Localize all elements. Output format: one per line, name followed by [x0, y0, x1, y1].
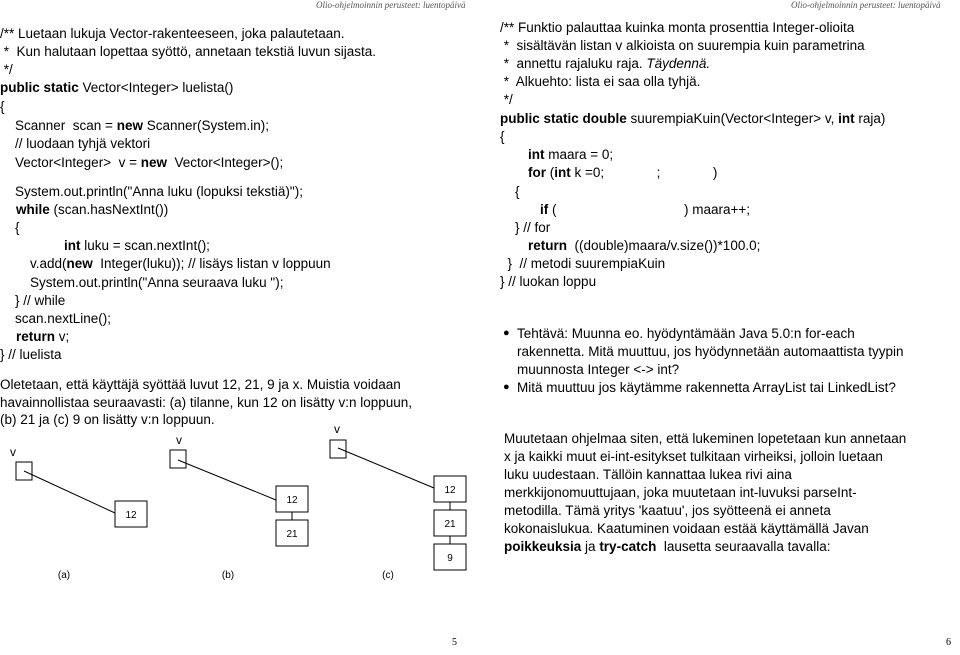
paragraph-line: (b) 21 ja (c) 9 on lisätty v:n loppuun. — [0, 412, 215, 427]
bullet-dot: ● — [503, 381, 510, 393]
value-c-1: 12 — [444, 485, 456, 496]
pointer-box-c — [330, 440, 346, 458]
page-header-left: Olio-ohjelmoinnin perusteet: luentopäivä — [316, 0, 466, 10]
code-line: while (scan.hasNextInt()) — [16, 202, 169, 217]
pointer-arrow-c — [338, 448, 434, 488]
value-c-3: 9 — [447, 553, 453, 564]
bullet-line: rakennetta. Mitä muuttuu, jos hyödynnetään automaattista tyypin — [517, 344, 904, 359]
code-line: */ — [500, 92, 513, 107]
code-line: int maara = 0; — [528, 147, 614, 162]
code-line: } // for — [500, 220, 551, 235]
code-line: if ( ) maara++; — [540, 202, 751, 217]
paragraph-line: poikkeuksia ja try-catch lausetta seuraavalla tavalla: — [504, 539, 831, 554]
code-line: return ((double)maara/v.size())*100.0; — [528, 238, 761, 253]
code-line: public static double suurempiaKuin(Vector<Integer> v, int raja) — [500, 111, 886, 126]
code-comment: // luodaan tyhjä vektori — [0, 136, 151, 151]
paragraph-line: kokonaislukua. Kaatuminen voidaan estää käyttämällä Javan — [504, 521, 869, 536]
code-line: } // luokan loppu — [500, 274, 597, 289]
code-line: scan.nextLine(); — [0, 311, 112, 326]
paragraph-line: luku uudestaan. Tällöin kannattaa lukea rivi aina — [504, 467, 792, 482]
page-number-right: 6 — [946, 637, 951, 648]
page-header-right: Olio-ohjelmoinnin perusteet: luentopäivä — [791, 0, 941, 10]
code-line: System.out.println("Anna seuraava luku "); — [0, 275, 284, 290]
code-line: Scanner scan = new Scanner(System.in); — [0, 118, 270, 133]
paragraph-line: x ja kaikki muut ei-int-esitykset tulkitaan virheiksi, jolloin luetaan — [504, 449, 883, 464]
bullet-dot: ● — [503, 327, 510, 339]
pointer-arrow-b — [178, 460, 276, 500]
paragraph-line: metodilla. Tämä yritys 'kaatuu', jos syötteenä ei anneta — [504, 503, 831, 518]
code-line: System.out.println("Anna luku (lopuksi tekstiä)"); — [0, 184, 303, 199]
paragraph-line: Oletetaan, että käyttäjä syöttää luvut 12, 21, 9 ja x. Muistia voidaan — [0, 377, 401, 392]
code-line: v.add(new Integer(luku)); // lisäys listan v loppuun — [0, 256, 331, 271]
code-line: } // metodi suurempiaKuin — [500, 256, 666, 271]
code-line: * Kun halutaan lopettaa syöttö, annetaan tekstiä luvun sijasta. — [0, 44, 377, 59]
code-line: } // luelista — [0, 347, 62, 362]
value-c-2: 21 — [444, 519, 456, 530]
code-line: int luku = scan.nextInt(); — [64, 238, 210, 253]
code-line: { — [0, 99, 5, 114]
diagram-var-label-a: v — [10, 445, 16, 459]
value-b-2: 21 — [286, 529, 298, 540]
code-line: public static Vector<Integer> luelista() — [0, 80, 234, 95]
caption-a: (a) — [57, 570, 71, 581]
code-line: /** Funktio palauttaa kuinka monta prosenttia Integer-olioita — [500, 20, 855, 35]
bullet-line: Mitä muuttuu jos käytämme rakennetta ArrayList tai LinkedList? — [517, 380, 896, 395]
code-line: } // while — [0, 293, 66, 308]
caption-c: (c) — [382, 570, 394, 581]
code-line: return v; — [16, 329, 70, 344]
page-number-left: 5 — [452, 637, 457, 648]
paragraph-line: Muutetaan ohjelmaa siten, että lukeminen lopetetaan kun annetaan — [504, 431, 907, 446]
code-line: * sisältävän listan v alkioista on suurempia kuin parametrina — [500, 38, 865, 53]
code-line: { — [500, 129, 505, 144]
memory-diagram — [0, 420, 470, 590]
paragraph-line: havainnollistaa seuraavasti: (a) tilanne, kun 12 on lisätty v:n loppuun, — [0, 395, 413, 410]
code-line: * Alkuehto: lista ei saa olla tyhjä. — [500, 74, 701, 89]
bullet-line: muunnosta Integer <-> int? — [517, 362, 680, 377]
paragraph-line: merkkijonomuuttujaan, joka muutetaan int-luvuksi parseInt- — [504, 485, 857, 500]
diagram-var-label-c: v — [334, 422, 340, 436]
value-b-1: 12 — [286, 495, 298, 506]
code-line: Vector<Integer> v = new Vector<Integer>(); — [0, 155, 284, 170]
pointer-arrow-a — [24, 471, 115, 513]
pointer-box-b — [170, 450, 186, 468]
bullet-line: Tehtävä: Muunna eo. hyödyntämään Java 5.0:n for-each — [517, 326, 855, 341]
code-line: /** Luetaan lukuja Vector-rakenteeseen, joka palautetaan. — [0, 26, 345, 41]
code-line: * annettu rajaluku raja. Täydennä. — [500, 56, 711, 71]
code-line: { — [0, 220, 20, 235]
value-a-1: 12 — [125, 510, 137, 521]
code-line: { — [500, 184, 520, 199]
caption-b: (b) — [221, 570, 235, 581]
code-line: for (int k =0; ; ) — [528, 165, 718, 180]
code-line: */ — [0, 62, 13, 77]
diagram-var-label-b: v — [176, 433, 182, 447]
